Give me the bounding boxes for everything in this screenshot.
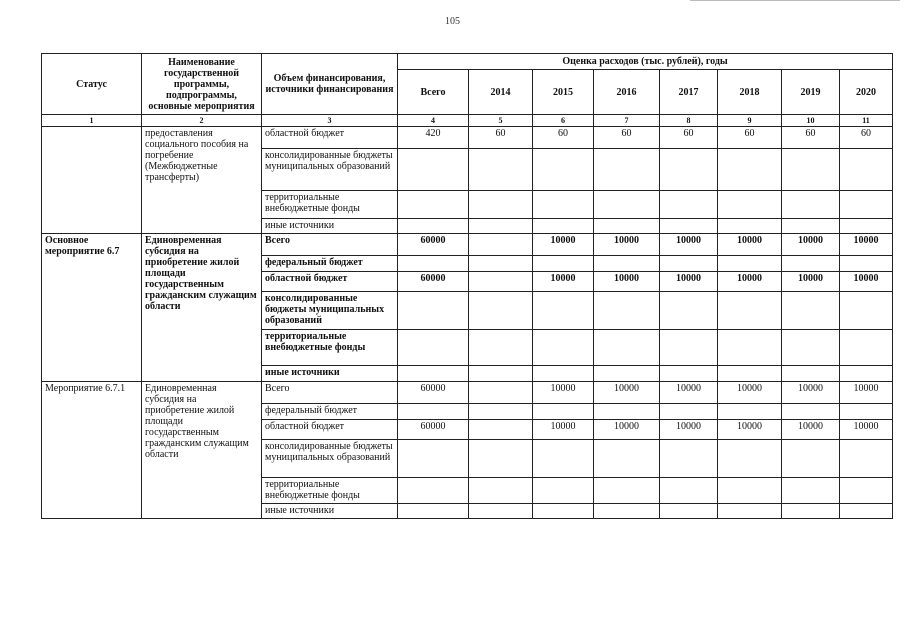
year-value-cell xyxy=(594,256,660,272)
year-value-cell xyxy=(782,440,840,478)
column-index: 7 xyxy=(594,115,660,127)
column-index: 5 xyxy=(469,115,533,127)
year-value-cell xyxy=(469,219,533,234)
year-value-cell xyxy=(594,191,660,219)
header-year: 2016 xyxy=(594,70,660,115)
total-cell xyxy=(398,191,469,219)
column-index: 11 xyxy=(840,115,893,127)
year-value-cell xyxy=(469,191,533,219)
year-value-cell xyxy=(718,504,782,519)
year-value-cell: 60 xyxy=(840,127,893,149)
column-index: 3 xyxy=(262,115,398,127)
year-value-cell xyxy=(533,330,594,366)
block-main-6-7 xyxy=(42,234,893,382)
header-total: Всего xyxy=(398,70,469,115)
year-value-cell xyxy=(782,366,840,382)
year-value-cell xyxy=(594,366,660,382)
year-value-cell: 10000 xyxy=(782,272,840,292)
year-value-cell xyxy=(533,256,594,272)
year-value-cell xyxy=(594,330,660,366)
year-value-cell xyxy=(782,219,840,234)
year-value-cell xyxy=(840,330,893,366)
year-value-cell xyxy=(782,292,840,330)
year-value-cell xyxy=(660,404,718,420)
year-value-cell xyxy=(533,440,594,478)
total-cell xyxy=(398,219,469,234)
source-cell: областной бюджет xyxy=(262,127,398,149)
year-value-cell: 10000 xyxy=(660,420,718,440)
year-value-cell xyxy=(469,256,533,272)
total-cell: 60000 xyxy=(398,382,469,404)
year-value-cell xyxy=(594,149,660,191)
year-value-cell: 60 xyxy=(660,127,718,149)
year-value-cell xyxy=(469,382,533,404)
year-value-cell xyxy=(469,272,533,292)
source-cell: территориальные внебюджетные фонды xyxy=(262,478,398,504)
year-value-cell xyxy=(718,478,782,504)
block-continuation xyxy=(42,127,893,234)
year-value-cell xyxy=(840,504,893,519)
name-cell: предоставления социального пособия на погребение (Межбюджетные трансферты) xyxy=(142,127,262,234)
source-cell: иные источники xyxy=(262,219,398,234)
year-value-cell xyxy=(533,191,594,219)
total-cell xyxy=(398,404,469,420)
year-value-cell xyxy=(533,219,594,234)
year-value-cell: 10000 xyxy=(660,272,718,292)
header-name: Наименование государственной программы, подпрограммы, основные мероприятия xyxy=(142,54,262,115)
total-cell: 60000 xyxy=(398,234,469,256)
year-value-cell xyxy=(782,504,840,519)
year-value-cell xyxy=(594,219,660,234)
total-cell xyxy=(398,504,469,519)
table-row xyxy=(42,382,893,404)
year-value-cell xyxy=(660,292,718,330)
total-cell: 420 xyxy=(398,127,469,149)
year-value-cell: 10000 xyxy=(533,234,594,256)
column-index: 10 xyxy=(782,115,840,127)
year-value-cell: 10000 xyxy=(718,420,782,440)
year-value-cell xyxy=(840,292,893,330)
header-year: 2015 xyxy=(533,70,594,115)
year-value-cell xyxy=(533,366,594,382)
total-cell xyxy=(398,292,469,330)
column-index: 1 xyxy=(42,115,142,127)
year-value-cell xyxy=(533,404,594,420)
year-value-cell xyxy=(660,504,718,519)
year-value-cell xyxy=(469,440,533,478)
year-value-cell xyxy=(533,149,594,191)
source-cell: областной бюджет xyxy=(262,420,398,440)
column-index: 2 xyxy=(142,115,262,127)
year-value-cell xyxy=(840,366,893,382)
source-cell: Всего xyxy=(262,234,398,256)
year-value-cell: 10000 xyxy=(533,420,594,440)
block-sub-6-7-1 xyxy=(42,382,893,519)
year-value-cell: 60 xyxy=(782,127,840,149)
year-value-cell xyxy=(469,149,533,191)
column-index: 6 xyxy=(533,115,594,127)
header-status: Статус xyxy=(42,54,142,115)
header-year: 2020 xyxy=(840,70,893,115)
total-cell xyxy=(398,366,469,382)
year-value-cell xyxy=(660,191,718,219)
year-value-cell xyxy=(594,292,660,330)
year-value-cell: 10000 xyxy=(533,382,594,404)
year-value-cell: 10000 xyxy=(718,234,782,256)
source-cell: Всего xyxy=(262,382,398,404)
year-value-cell xyxy=(469,504,533,519)
name-cell: Единовременная субсидия на приобретение жилой площади государственным гражданским служащим области xyxy=(142,382,262,519)
year-value-cell xyxy=(660,219,718,234)
header-estimate: Оценка расходов (тыс. рублей), годы xyxy=(398,54,893,70)
status-cell: Основное мероприятие 6.7 xyxy=(42,234,142,382)
year-value-cell xyxy=(782,404,840,420)
year-value-cell xyxy=(660,330,718,366)
year-value-cell xyxy=(469,404,533,420)
year-value-cell xyxy=(594,440,660,478)
year-value-cell xyxy=(718,149,782,191)
year-value-cell xyxy=(660,440,718,478)
year-value-cell: 10000 xyxy=(594,272,660,292)
year-value-cell: 10000 xyxy=(718,272,782,292)
year-value-cell xyxy=(594,478,660,504)
year-value-cell: 60 xyxy=(469,127,533,149)
source-cell: иные источники xyxy=(262,366,398,382)
year-value-cell xyxy=(469,234,533,256)
year-value-cell: 10000 xyxy=(660,382,718,404)
total-cell xyxy=(398,478,469,504)
column-index: 4 xyxy=(398,115,469,127)
year-value-cell xyxy=(718,440,782,478)
source-cell: иные источники xyxy=(262,504,398,519)
year-value-cell: 10000 xyxy=(840,272,893,292)
year-value-cell xyxy=(782,330,840,366)
year-value-cell xyxy=(469,330,533,366)
budget-table xyxy=(41,53,893,519)
year-value-cell xyxy=(840,219,893,234)
page-number: 105 xyxy=(445,16,460,27)
year-value-cell xyxy=(840,440,893,478)
year-value-cell xyxy=(660,256,718,272)
year-value-cell xyxy=(660,366,718,382)
header-year: 2019 xyxy=(782,70,840,115)
year-value-cell: 10000 xyxy=(840,382,893,404)
source-cell: федеральный бюджет xyxy=(262,404,398,420)
source-cell: консолидированные бюджеты муниципальных образований xyxy=(262,292,398,330)
source-cell: консолидированные бюджеты муниципальных образований xyxy=(262,440,398,478)
table-row xyxy=(42,127,893,149)
year-value-cell: 10000 xyxy=(594,234,660,256)
column-index: 9 xyxy=(718,115,782,127)
year-value-cell xyxy=(840,404,893,420)
year-value-cell xyxy=(840,149,893,191)
year-value-cell xyxy=(718,366,782,382)
total-cell xyxy=(398,440,469,478)
header-year: 2018 xyxy=(718,70,782,115)
year-value-cell xyxy=(718,219,782,234)
year-value-cell xyxy=(782,149,840,191)
year-value-cell xyxy=(533,504,594,519)
year-value-cell xyxy=(660,149,718,191)
year-value-cell xyxy=(533,292,594,330)
header-year: 2017 xyxy=(660,70,718,115)
year-value-cell xyxy=(718,404,782,420)
year-value-cell: 10000 xyxy=(782,234,840,256)
total-cell xyxy=(398,256,469,272)
year-value-cell xyxy=(594,504,660,519)
top-rule xyxy=(690,0,900,1)
year-value-cell: 10000 xyxy=(594,420,660,440)
year-value-cell: 10000 xyxy=(840,420,893,440)
year-value-cell: 10000 xyxy=(782,382,840,404)
source-cell: территориальные внебюджетные фонды xyxy=(262,330,398,366)
name-cell: Единовременная субсидия на приобретение жилой площади государственным гражданским служащим области xyxy=(142,234,262,382)
year-value-cell xyxy=(718,292,782,330)
year-value-cell xyxy=(469,366,533,382)
year-value-cell: 10000 xyxy=(782,420,840,440)
total-cell: 60000 xyxy=(398,420,469,440)
year-value-cell: 60 xyxy=(718,127,782,149)
year-value-cell xyxy=(469,478,533,504)
year-value-cell xyxy=(660,478,718,504)
year-value-cell xyxy=(782,478,840,504)
status-cell: Мероприятие 6.7.1 xyxy=(42,382,142,519)
header-source: Объем финансирования, источники финансирования xyxy=(262,54,398,115)
year-value-cell: 10000 xyxy=(533,272,594,292)
source-cell: консолидированные бюджеты муниципальных образований xyxy=(262,149,398,191)
header-year: 2014 xyxy=(469,70,533,115)
year-value-cell xyxy=(782,191,840,219)
year-value-cell xyxy=(840,256,893,272)
total-cell: 60000 xyxy=(398,272,469,292)
year-value-cell: 10000 xyxy=(840,234,893,256)
year-value-cell xyxy=(594,404,660,420)
column-index: 8 xyxy=(660,115,718,127)
year-value-cell xyxy=(840,191,893,219)
year-value-cell: 10000 xyxy=(594,382,660,404)
total-cell xyxy=(398,330,469,366)
total-cell xyxy=(398,149,469,191)
year-value-cell xyxy=(533,478,594,504)
year-value-cell: 60 xyxy=(594,127,660,149)
year-value-cell xyxy=(718,256,782,272)
year-value-cell: 10000 xyxy=(718,382,782,404)
year-value-cell xyxy=(718,330,782,366)
year-value-cell xyxy=(718,191,782,219)
source-cell: федеральный бюджет xyxy=(262,256,398,272)
year-value-cell: 60 xyxy=(533,127,594,149)
year-value-cell xyxy=(782,256,840,272)
year-value-cell: 10000 xyxy=(660,234,718,256)
year-value-cell xyxy=(840,478,893,504)
year-value-cell xyxy=(469,292,533,330)
source-cell: территориальные внебюджетные фонды xyxy=(262,191,398,219)
source-cell: областной бюджет xyxy=(262,272,398,292)
column-index-row xyxy=(42,115,893,127)
year-value-cell xyxy=(469,420,533,440)
status-cell xyxy=(42,127,142,234)
table-row xyxy=(42,234,893,256)
